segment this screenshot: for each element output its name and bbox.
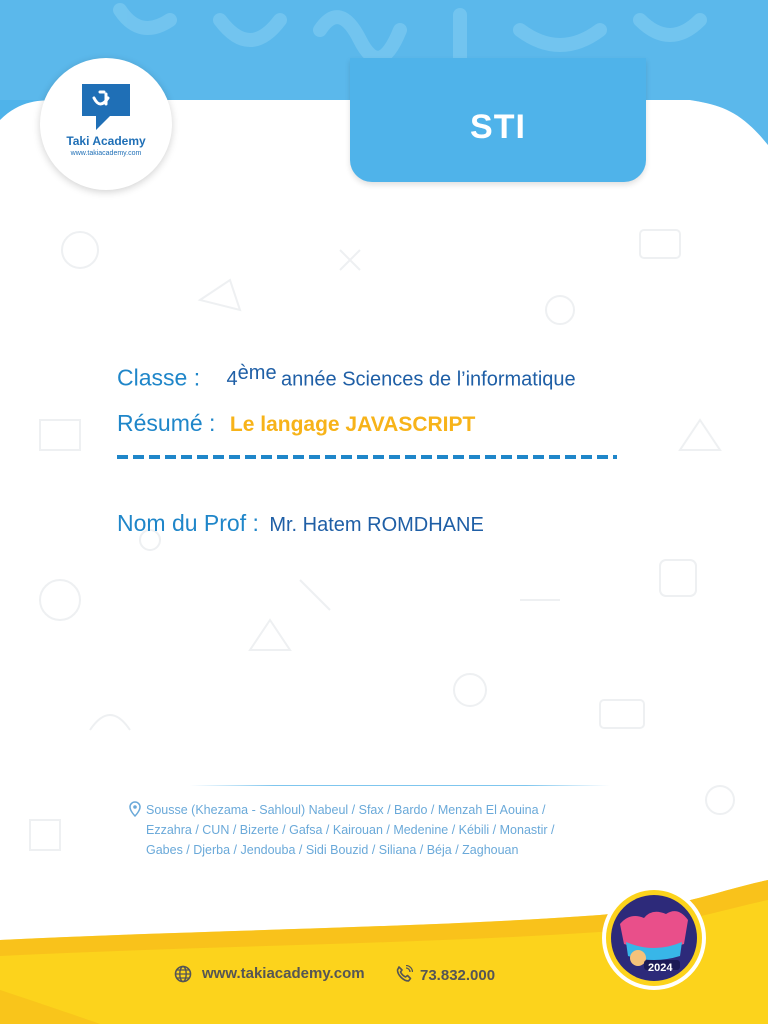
dashed-separator — [117, 455, 617, 459]
taki-academy-logo — [40, 58, 172, 190]
classe-row — [117, 362, 576, 391]
classe-superscript: ème — [237, 362, 277, 384]
logo-name: Taki Academy — [66, 134, 146, 148]
locations-list — [146, 800, 626, 860]
classe-label: Classe : — [117, 364, 201, 391]
chat-bubble-logo-icon — [76, 80, 136, 134]
location-pin-icon — [128, 801, 142, 817]
locations-line: Gabes / Djerba / Jendouba / Sidi Bouzid / Siliana / Béja / Zaghouan — [146, 843, 519, 857]
locations-divider — [190, 785, 610, 786]
resume-row — [117, 410, 475, 437]
locations-line: Ezzahra / CUN / Bizerte / Gafsa / Kairouan / Medenine / Kébili / Monastir / — [146, 823, 555, 837]
phone-icon — [395, 965, 413, 983]
prof-label: Nom du Prof : — [117, 510, 259, 536]
section-tab — [350, 58, 646, 182]
badge-year: 2024 — [648, 962, 673, 974]
phone-number[interactable]: 73.832.000 — [420, 967, 496, 984]
website-link[interactable]: www.takiacademy.com — [202, 965, 365, 982]
logo-url: www.takiacademy.com — [70, 150, 142, 157]
prof-row — [117, 510, 484, 537]
classe-value: année Sciences de l’informatique — [281, 368, 576, 391]
prof-value: Mr. Hatem ROMDHANE — [269, 514, 484, 536]
campaign-badge-icon — [598, 884, 710, 992]
globe-icon — [174, 965, 192, 983]
locations-line: Sousse (Khezama - Sahloul) Nabeul / Sfax / Bardo / Menzah El Aouina / — [146, 803, 546, 817]
resume-value: Le langage JAVASCRIPT — [229, 413, 476, 436]
resume-label: Résumé : — [117, 410, 216, 436]
section-label: STI — [470, 108, 526, 146]
classe-number: 4 — [226, 368, 238, 391]
